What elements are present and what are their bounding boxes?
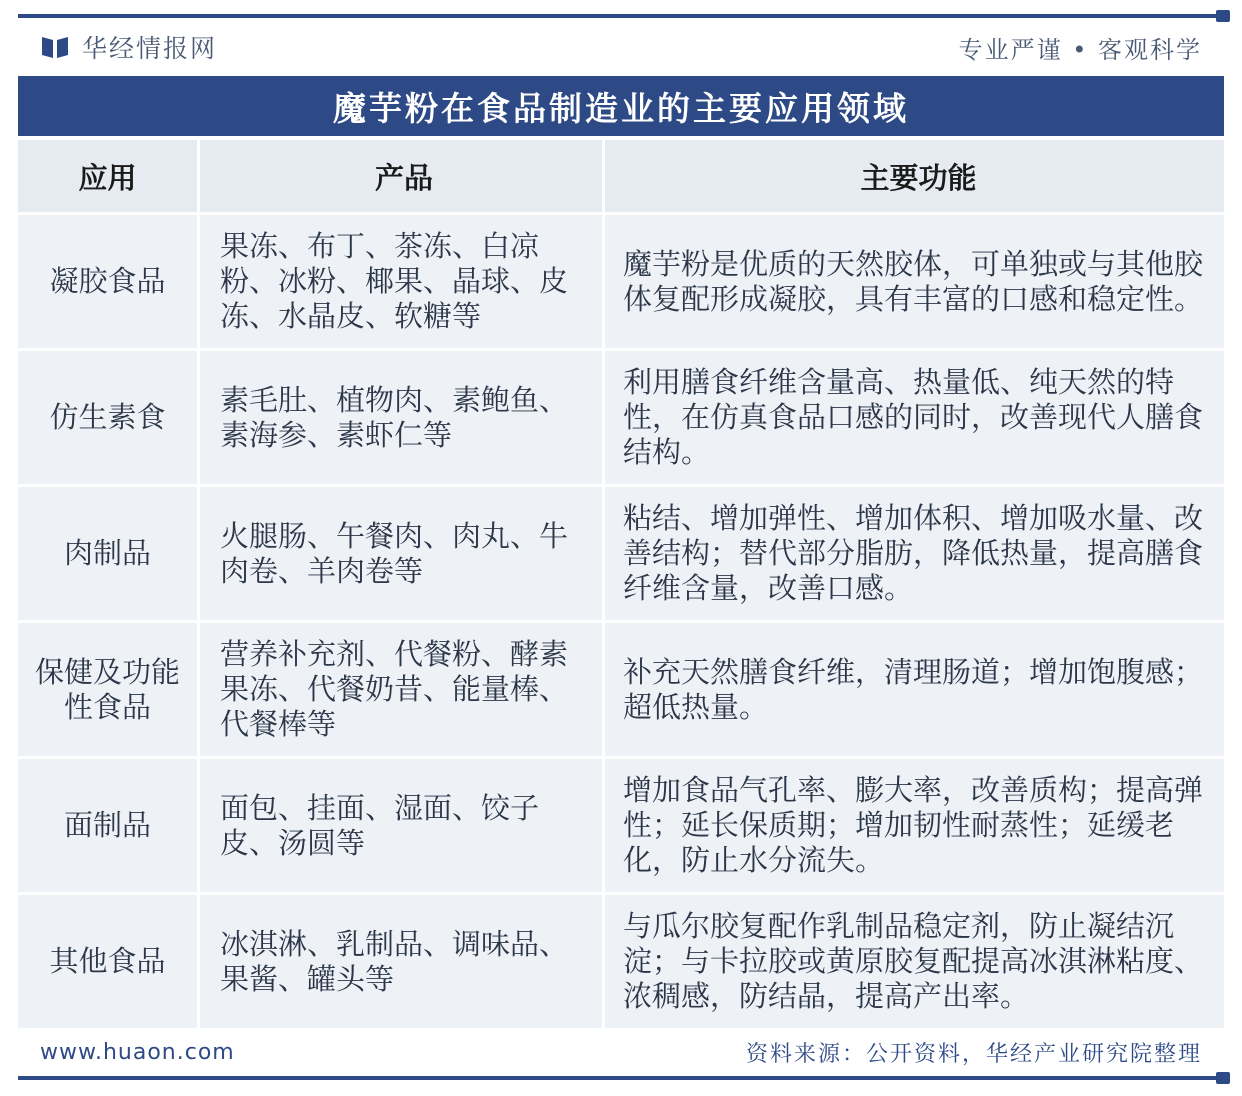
book-icon (40, 34, 70, 60)
products-cell: 果冻、布丁、茶冻、白凉粉、冰粉、椰果、晶球、皮冻、水晶皮、软糖等 (200, 215, 605, 348)
brand-name: 华经情报网 (82, 34, 218, 63)
products-cell: 面包、挂面、湿面、饺子皮、汤圆等 (200, 759, 605, 892)
function-cell: 利用膳食纤维含量高、热量低、纯天然的特性，在仿真食品口感的同时，改善现代人膳食结构。 (605, 351, 1224, 484)
application-cell: 仿生素食 (18, 351, 200, 484)
column-header-application: 应用 (18, 140, 200, 212)
products-cell: 冰淇淋、乳制品、调味品、果酱、罐头等 (200, 895, 605, 1028)
application-table (18, 140, 1224, 1031)
application-cell: 其他食品 (18, 895, 200, 1028)
website-link[interactable]: www.huaon.com (40, 1039, 235, 1065)
function-cell: 补充天然膳食纤维，清理肠道；增加饱腹感；超低热量。 (605, 623, 1224, 756)
products-cell: 素毛肚、植物肉、素鲍鱼、素海参、素虾仁等 (200, 351, 605, 484)
top-rule (18, 14, 1224, 18)
function-cell: 增加食品气孔率、膨大率，改善质构；提高弹性；延长保质期；增加韧性耐蒸性；延缓老化，防止水分流失。 (605, 759, 1224, 892)
source-note: 资料来源：公开资料，华经产业研究院整理 (745, 1041, 1202, 1067)
bottom-rule (18, 1076, 1224, 1080)
page-title: 魔芋粉在食品制造业的主要应用领域 (18, 76, 1224, 136)
application-cell: 凝胶食品 (18, 215, 200, 348)
slogan: 专业严谨 • 客观科学 (958, 35, 1202, 64)
table-row (18, 759, 1224, 895)
table-header-row (18, 140, 1224, 215)
footer (40, 1032, 1202, 1072)
table-row (18, 351, 1224, 487)
function-cell: 粘结、增加弹性、增加体积、增加吸水量、改善结构；替代部分脂肪，降低热量，提高膳食纤维含量，改善口感。 (605, 487, 1224, 620)
column-header-function: 主要功能 (605, 140, 1224, 212)
table-row (18, 623, 1224, 759)
function-cell: 与瓜尔胶复配作乳制品稳定剂，防止凝结沉淀；与卡拉胶或黄原胶复配提高冰淇淋粘度、浓稠感，防结晶，提高产出率。 (605, 895, 1224, 1028)
function-cell: 魔芋粉是优质的天然胶体，可单独或与其他胶体复配形成凝胶，具有丰富的口感和稳定性。 (605, 215, 1224, 348)
products-cell: 营养补充剂、代餐粉、酵素果冻、代餐奶昔、能量棒、代餐棒等 (200, 623, 605, 756)
table-row (18, 895, 1224, 1031)
table-row (18, 487, 1224, 623)
application-cell: 肉制品 (18, 487, 200, 620)
products-cell: 火腿肠、午餐肉、肉丸、牛肉卷、羊肉卷等 (200, 487, 605, 620)
header (40, 24, 1202, 70)
application-cell: 面制品 (18, 759, 200, 892)
table-row (18, 215, 1224, 351)
column-header-products: 产品 (200, 140, 605, 212)
brand (40, 29, 217, 65)
application-cell: 保健及功能性食品 (18, 623, 200, 756)
